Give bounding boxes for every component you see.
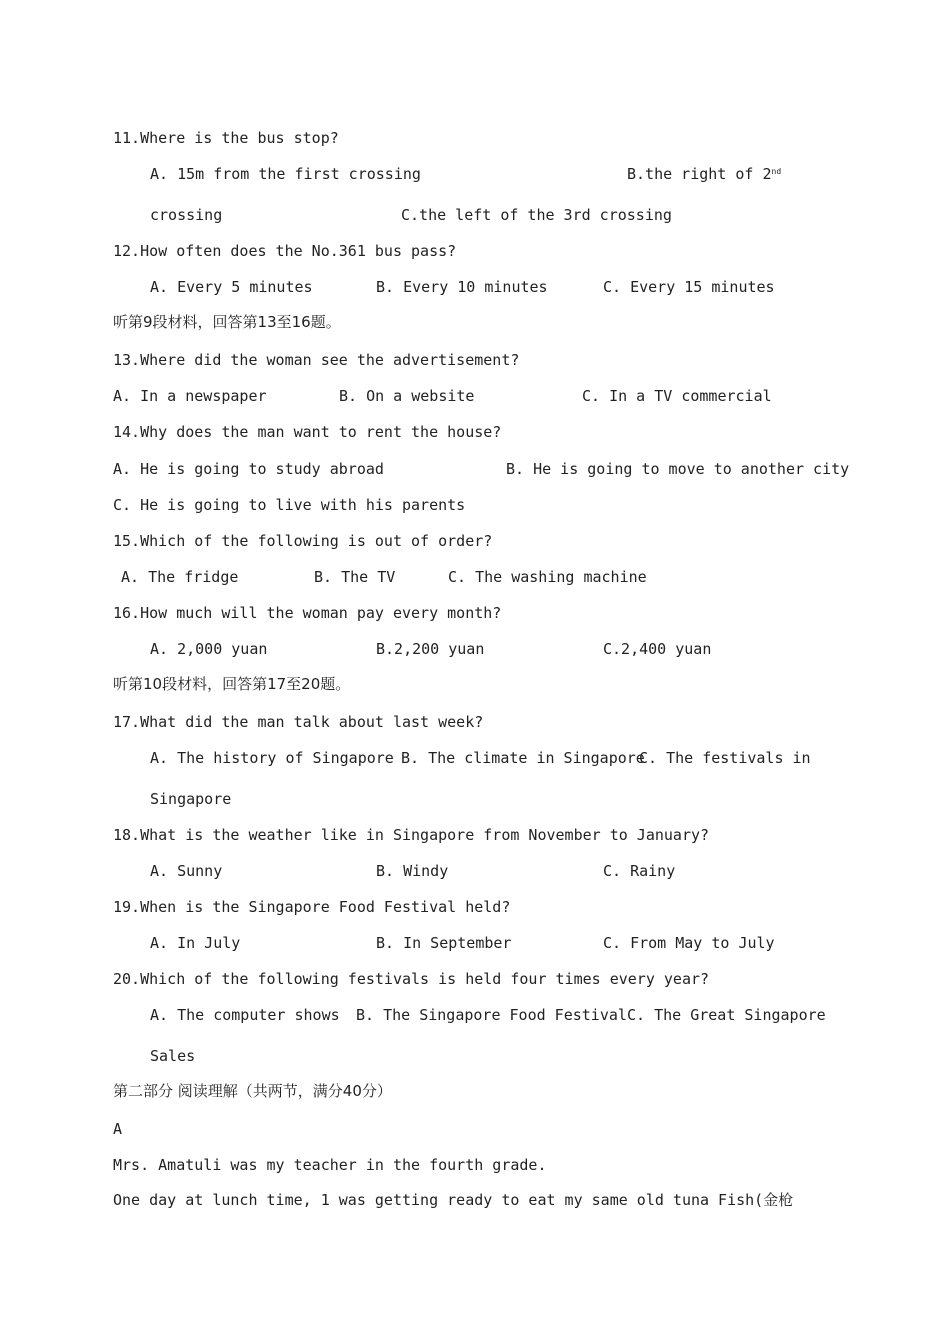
question-12-option-a: A. Every 5 minutes — [150, 278, 313, 296]
question-20-stem: 20.Which of the following festivals is held four times every year? — [113, 970, 710, 988]
question-15-option-c: C. The washing machine — [448, 568, 647, 586]
question-11-option-b-continued: crossing — [150, 206, 223, 224]
question-12-option-c: C. Every 15 minutes — [603, 278, 775, 296]
question-19-option-a: A. In July — [150, 934, 241, 952]
question-20-option-a: A. The computer shows — [150, 1006, 340, 1024]
option-b-text: B.the right of 2 — [627, 165, 772, 183]
ordinal-superscript: nd — [771, 167, 782, 176]
question-20-option-b: B. The Singapore Food Festival — [356, 1006, 627, 1024]
question-11-stem: 11.Where is the bus stop? — [113, 129, 339, 147]
question-16-option-a: A. 2,000 yuan — [150, 640, 268, 658]
question-16-option-c: C.2,400 yuan — [603, 640, 712, 658]
question-17-option-a: A. The history of Singapore — [150, 749, 394, 767]
question-15-stem: 15.Which of the following is out of order? — [113, 532, 493, 550]
question-18-option-b: B. Windy — [376, 862, 449, 880]
question-20-option-c: C. The Great Singapore — [627, 1006, 826, 1024]
passage-line: One day at lunch time, 1 was getting ready to eat my same old tuna Fish(金枪 — [113, 1191, 794, 1209]
question-14-option-b: B. He is going to move to another city — [506, 460, 850, 478]
question-14-stem: 14.Why does the man want to rent the house? — [113, 423, 502, 441]
question-13-option-b: B. On a website — [339, 387, 475, 405]
part-2-heading: 第二部分 阅读理解（共两节，满分40分） — [113, 1082, 392, 1100]
question-20-option-c-continued: Sales — [150, 1047, 196, 1065]
question-18-option-c: C. Rainy — [603, 862, 676, 880]
question-19-stem: 19.When is the Singapore Food Festival held? — [113, 898, 511, 916]
question-17-option-c: C. The festivals in — [639, 749, 811, 767]
question-15-option-a: A. The fridge — [121, 568, 239, 586]
question-11-option-b — [627, 164, 781, 184]
question-19-option-c: C. From May to July — [603, 934, 775, 952]
question-17-option-c-continued: Singapore — [150, 790, 232, 808]
section-9-instruction: 听第9段材料，回答第13至16题。 — [113, 313, 341, 331]
question-12-stem: 12.How often does the No.361 bus pass? — [113, 242, 457, 260]
question-15-option-b: B. The TV — [314, 568, 396, 586]
question-17-option-b: B. The climate in Singapore — [401, 749, 645, 767]
passage-line: Mrs. Amatuli was my teacher in the fourth grade. — [113, 1156, 547, 1174]
section-10-instruction: 听第10段材料，回答第17至20题。 — [113, 675, 351, 693]
question-18-stem: 18.What is the weather like in Singapore from November to January? — [113, 826, 710, 844]
question-13-option-c: C. In a TV commercial — [582, 387, 772, 405]
question-16-option-b: B.2,200 yuan — [376, 640, 485, 658]
question-17-stem: 17.What did the man talk about last week? — [113, 713, 484, 731]
question-13-option-a: A. In a newspaper — [113, 387, 267, 405]
question-11-option-c: C.the left of the 3rd crossing — [401, 206, 672, 224]
question-14-option-a: A. He is going to study abroad — [113, 460, 384, 478]
question-18-option-a: A. Sunny — [150, 862, 223, 880]
question-13-stem: 13.Where did the woman see the advertisement? — [113, 351, 520, 369]
question-14-option-c: C. He is going to live with his parents — [113, 496, 466, 514]
question-12-option-b: B. Every 10 minutes — [376, 278, 548, 296]
question-16-stem: 16.How much will the woman pay every month? — [113, 604, 502, 622]
passage-label: A — [113, 1120, 123, 1138]
question-19-option-b: B. In September — [376, 934, 512, 952]
question-11-option-a: A. 15m from the first crossing — [150, 165, 421, 183]
